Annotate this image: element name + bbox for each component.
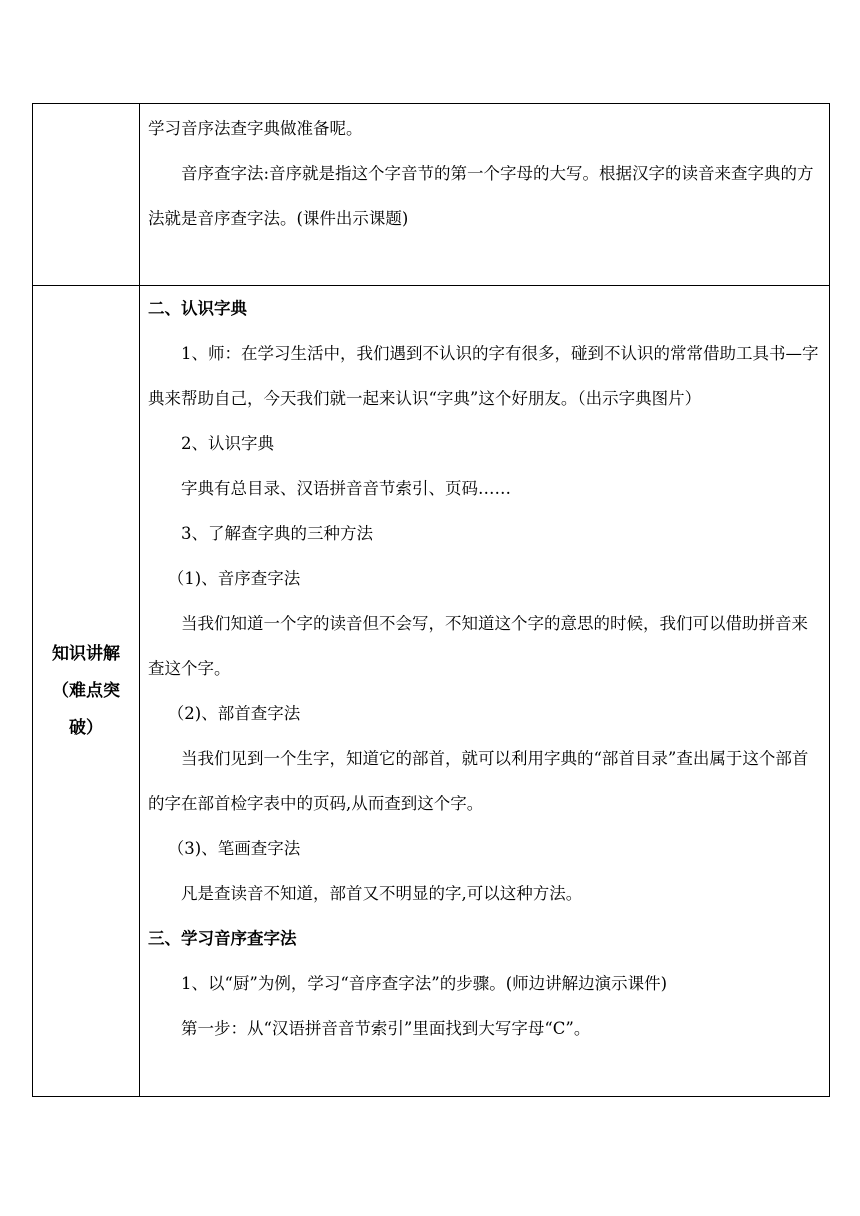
paragraph: 字典有总目录、汉语拼音音节索引、页码…… bbox=[181, 479, 511, 498]
table-row bbox=[33, 104, 830, 286]
paragraph: 1、以“厨”为例，学习“音序查字法”的步骤。(师边讲解边演示课件) bbox=[181, 974, 668, 993]
paragraph: 3、了解查字典的三种方法 bbox=[181, 524, 373, 543]
section-label: 破） bbox=[69, 717, 103, 738]
table-row bbox=[33, 286, 830, 1097]
paragraph: 2、认识字典 bbox=[181, 434, 274, 453]
paragraph: 第一步：从“汉语拼音音节索引”里面找到大写字母“C”。 bbox=[181, 1019, 591, 1038]
paragraph: 当我们知道一个字的读音但不会写，不知道这个字的意思的时候，我们可以借助拼音来查这个字。 bbox=[148, 614, 808, 678]
content-cell bbox=[140, 286, 830, 1097]
paragraph: 音序查字法:音序就是指这个字音节的第一个字母的大写。根据汉字的读音来查字典的方法就是音序查字法。(课件出示课题) bbox=[148, 164, 814, 228]
lesson-plan-table bbox=[32, 103, 830, 1097]
section-label: （难点突 bbox=[52, 680, 120, 701]
section-label-cell bbox=[33, 286, 140, 1097]
method-title: （2)、部首查字法 bbox=[167, 704, 301, 723]
label-cell-empty bbox=[33, 104, 140, 286]
paragraph: 凡是查读音不知道，部首又不明显的字,可以这种方法。 bbox=[181, 884, 583, 903]
paragraph: 当我们见到一个生字，知道它的部首，就可以利用字典的“部首目录”查出属于这个部首的字在部首检字表中的页码,从而查到这个字。 bbox=[148, 749, 809, 813]
content-cell bbox=[140, 104, 830, 286]
section-heading: 三、学习音序查字法 bbox=[148, 929, 297, 948]
section-label: 知识讲解 bbox=[52, 643, 120, 664]
paragraph: 学习音序法查字典做准备呢。 bbox=[148, 119, 363, 138]
section-heading: 二、认识字典 bbox=[148, 299, 247, 318]
method-title: （3)、笔画查字法 bbox=[167, 839, 301, 858]
paragraph: 1、师：在学习生活中，我们遇到不认识的字有很多，碰到不认识的常常借助工具书—字典来帮助自己，今天我们就一起来认识“字典”这个好朋友。（出示字典图片） bbox=[148, 344, 819, 408]
method-title: （1)、音序查字法 bbox=[167, 569, 301, 588]
